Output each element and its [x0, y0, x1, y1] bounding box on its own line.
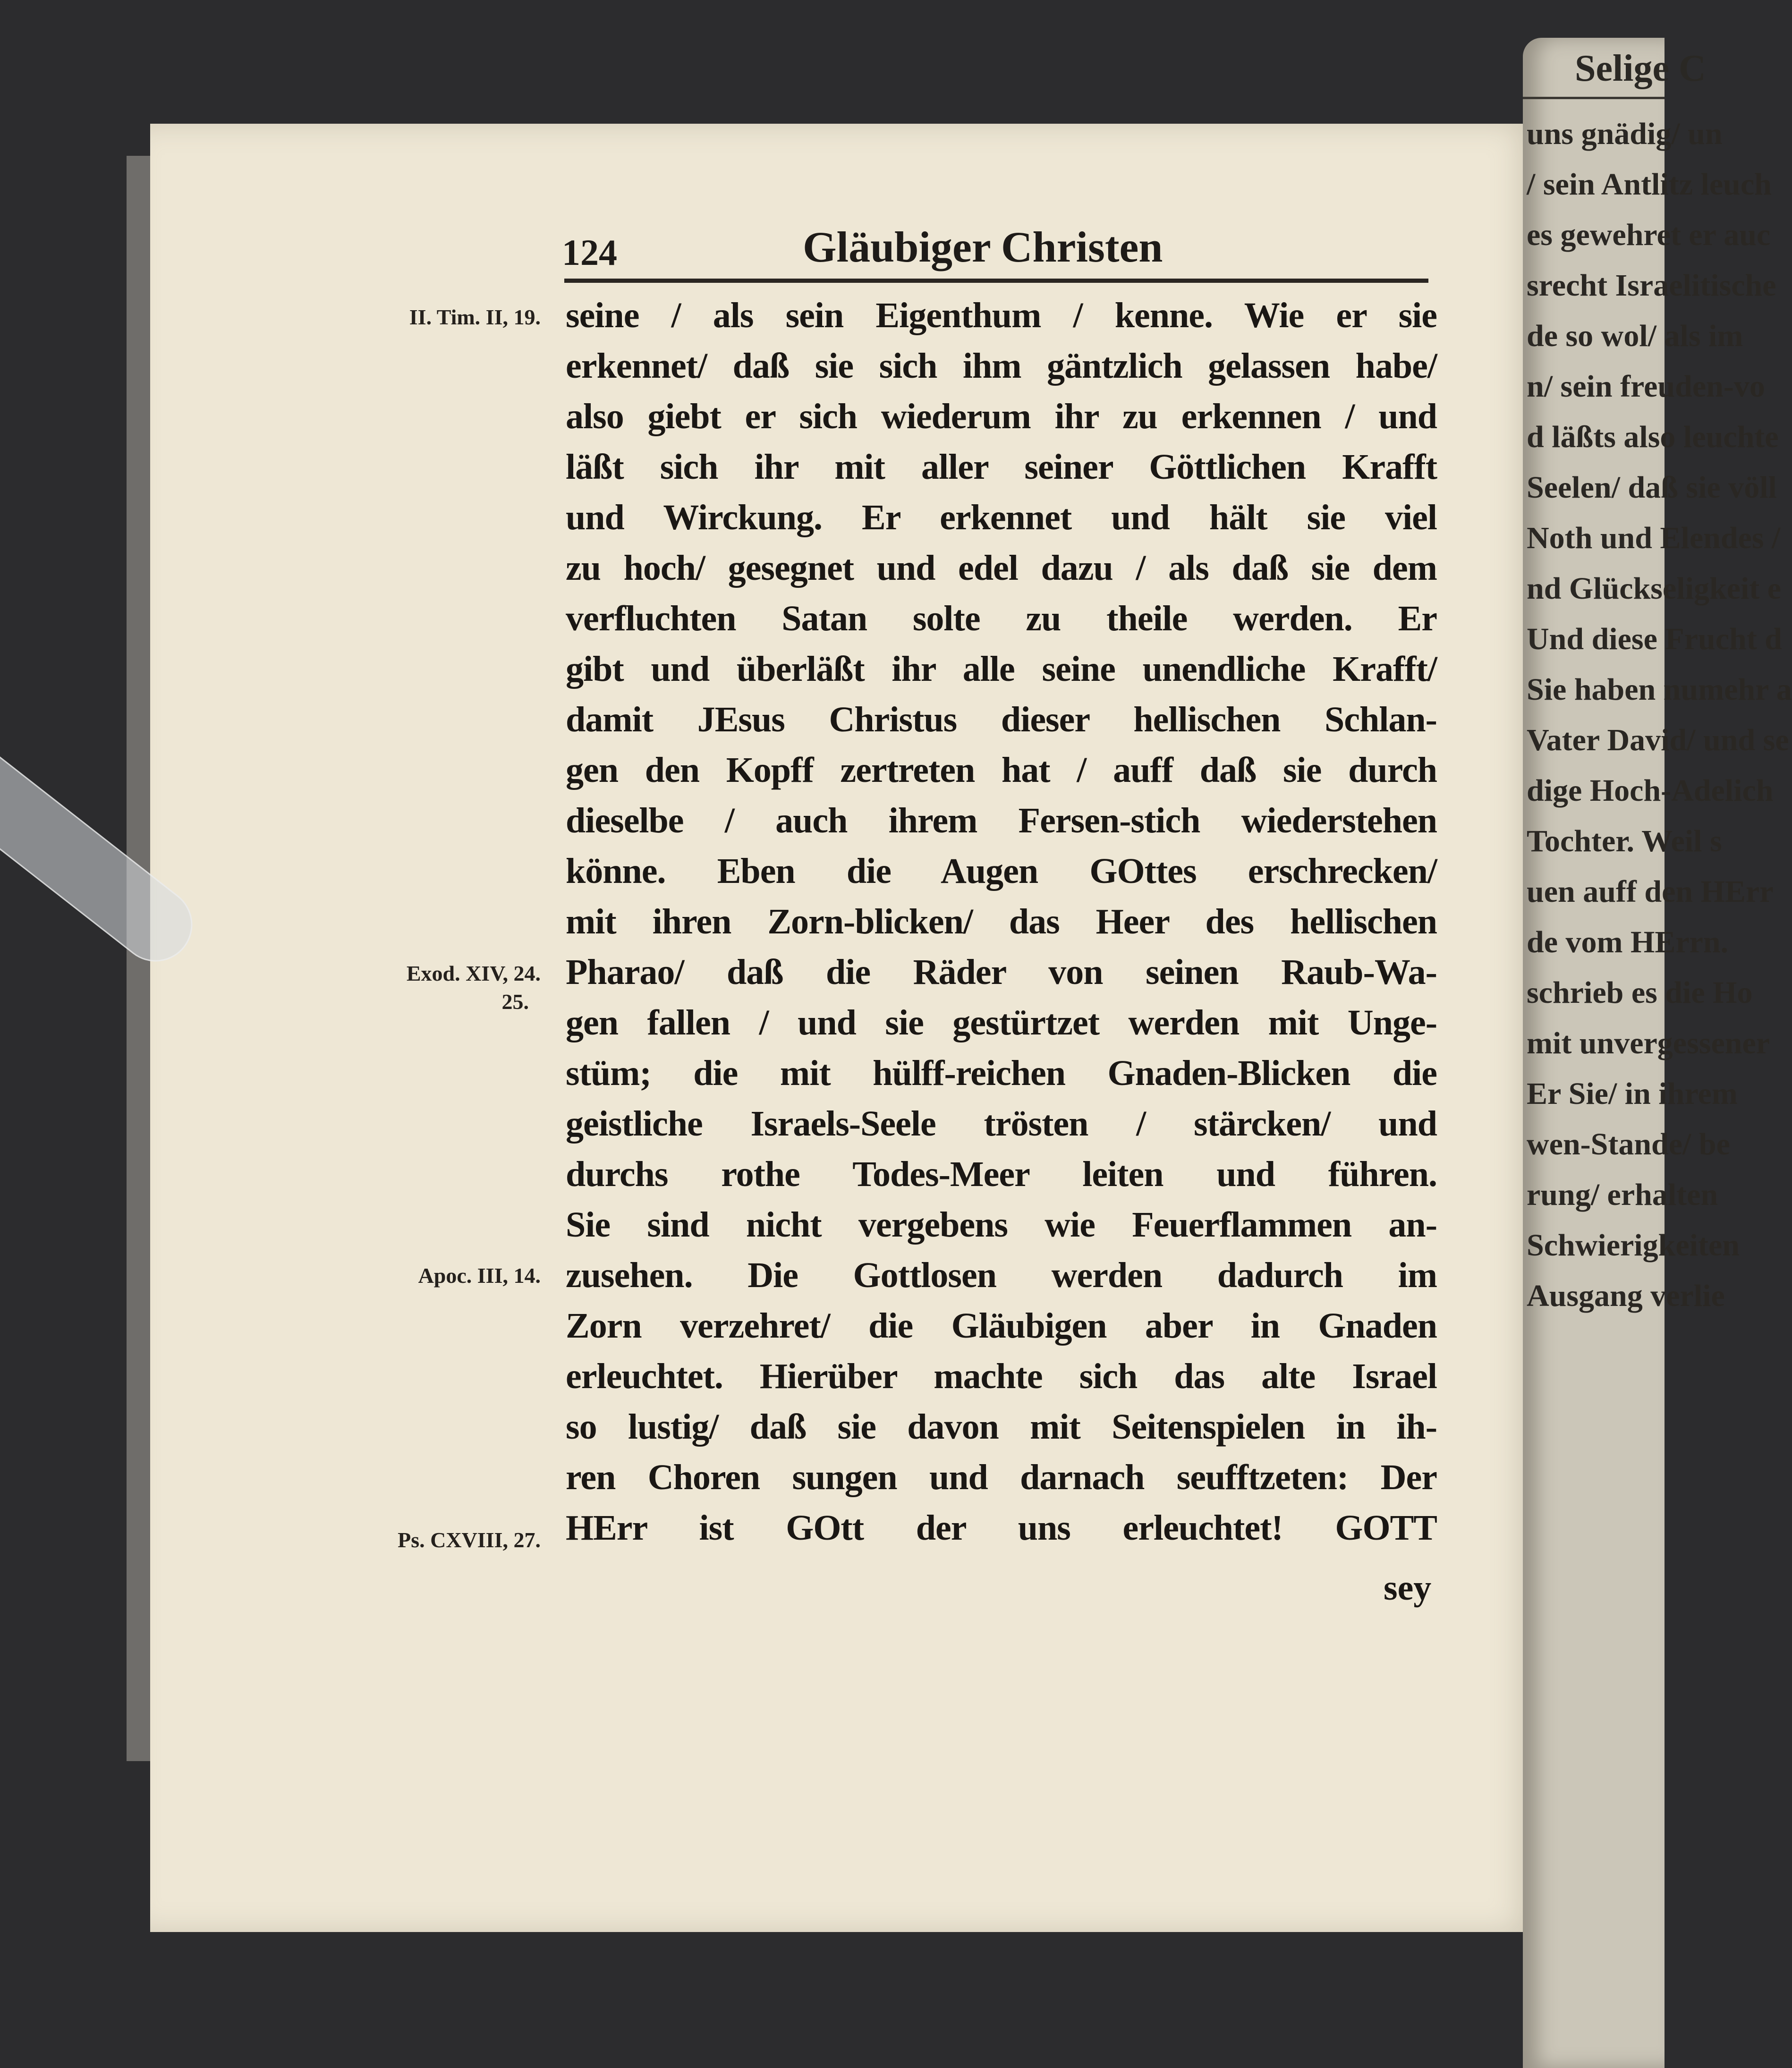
- text-line: Zorn verzehret/ die Gläubigen aber in Gnaden: [566, 1306, 1437, 1346]
- text-line: zusehen. Die Gottlosen werden dadurch im: [566, 1255, 1437, 1295]
- right-page: [1523, 38, 1792, 2068]
- text-line: läßt sich ihr mit aller seiner Göttlichen Krafft: [566, 447, 1437, 487]
- text-line: uen auff den HErr: [1527, 874, 1774, 909]
- text-line: rung/ erhalten: [1527, 1178, 1718, 1212]
- text-line: stüm; die mit hülff-reichen Gnaden-Blicken die: [566, 1053, 1437, 1093]
- text-line: seine / als sein Eigenthum / kenne. Wie er sie: [566, 296, 1437, 335]
- margin-note: Apoc. III, 14.: [418, 1263, 541, 1288]
- text-line: uns gnädig/ un: [1527, 117, 1723, 151]
- right-running-title: Selige C: [1575, 48, 1706, 89]
- text-line: verfluchten Satan solte zu theile werden. Er: [566, 599, 1437, 638]
- text-line: Ausgang verlie: [1527, 1279, 1725, 1313]
- body-text: [566, 290, 1437, 1553]
- text-line: könne. Eben die Augen GOttes erschrecken/: [566, 851, 1437, 891]
- text-line: de vom HErrn.: [1527, 925, 1729, 959]
- text-line: dieselbe / auch ihrem Fersen-stich wiederstehen: [566, 801, 1437, 840]
- text-line: geistliche Israels-Seele trösten / stärcken/ und: [566, 1104, 1437, 1144]
- text-line: de so wol/ als im: [1527, 319, 1743, 353]
- text-line: und Wirckung. Er erkennet und hält sie viel: [566, 498, 1437, 537]
- running-title: Gläubiger Christen: [803, 223, 1163, 271]
- text-line: zu hoch/ gesegnet und edel dazu / als daß sie dem: [566, 548, 1437, 588]
- text-line: erleuchtet. Hierüber machte sich das alte Israel: [566, 1356, 1437, 1396]
- text-line: Und diese Frucht d: [1527, 622, 1782, 656]
- catchword: sey: [1384, 1568, 1432, 1608]
- text-line: Schwierigkeiten: [1527, 1228, 1740, 1263]
- text-line: nd Glückseligkeit e: [1527, 571, 1782, 606]
- text-line: Noth und Elendes /: [1527, 521, 1781, 555]
- page-number: 124: [562, 232, 617, 273]
- text-line: gen fallen / und sie gestürtzet werden mit Unge-: [566, 1003, 1437, 1042]
- text-line: dige Hoch-Adelich: [1527, 773, 1774, 808]
- margin-note: Ps. CXVIII, 27.: [398, 1528, 541, 1552]
- text-line: HErr ist GOtt der uns erleuchtet! GOTT: [566, 1508, 1437, 1548]
- margin-note: 25.: [501, 990, 529, 1014]
- text-line: Er Sie/ in ihrem: [1527, 1076, 1738, 1111]
- text-line: n/ sein freuden-vo: [1527, 369, 1765, 404]
- text-line: mit ihren Zorn-blicken/ das Heer des hellischen: [566, 902, 1437, 941]
- text-line: Pharao/ daß die Räder von seinen Raub-Wa-: [566, 952, 1437, 992]
- right-header-rule: [1523, 97, 1665, 99]
- right-page-text: [1527, 109, 1792, 1321]
- text-line: damit JEsus Christus dieser hellischen Schlan-: [566, 700, 1437, 739]
- margin-note: II. Tim. II, 19.: [409, 305, 541, 329]
- text-line: es gewehret er auc: [1527, 218, 1771, 252]
- margin-note: Exod. XIV, 24.: [406, 961, 541, 985]
- text-line: schrieb es die Ho: [1527, 975, 1753, 1010]
- text-line: Seelen/ daß sie völl: [1527, 470, 1777, 505]
- text-line: Sie sind nicht vergebens wie Feuerflammen an-: [566, 1205, 1437, 1245]
- text-line: durchs rothe Todes-Meer leiten und führen.: [566, 1154, 1437, 1194]
- header-rule: [564, 279, 1428, 283]
- text-line: d läßts also leuchte: [1527, 420, 1779, 454]
- text-line: ren Choren sungen und darnach seufftzeten: Der: [566, 1458, 1437, 1497]
- text-line: erkennet/ daß sie sich ihm gäntzlich gelassen habe/: [566, 346, 1437, 386]
- text-line: wen-Stande/ be: [1527, 1127, 1730, 1161]
- text-line: gibt und überläßt ihr alle seine unendliche Krafft/: [566, 649, 1437, 689]
- text-line: so lustig/ daß sie davon mit Seitenspielen in ih-: [566, 1407, 1437, 1447]
- text-line: mit unvergessener: [1527, 1026, 1770, 1060]
- text-line: Tochter. Weil s: [1527, 824, 1722, 858]
- text-line: also giebt er sich wiederum ihr zu erkennen / und: [566, 397, 1437, 436]
- text-line: Vater David/ und se: [1527, 723, 1789, 757]
- text-line: gen den Kopff zertreten hat / auff daß sie durch: [566, 750, 1437, 790]
- text-line: / sein Antlitz leuch: [1527, 167, 1772, 202]
- text-line: Sie haben numehr a: [1527, 672, 1792, 707]
- text-line: srecht Israelitische: [1527, 268, 1776, 303]
